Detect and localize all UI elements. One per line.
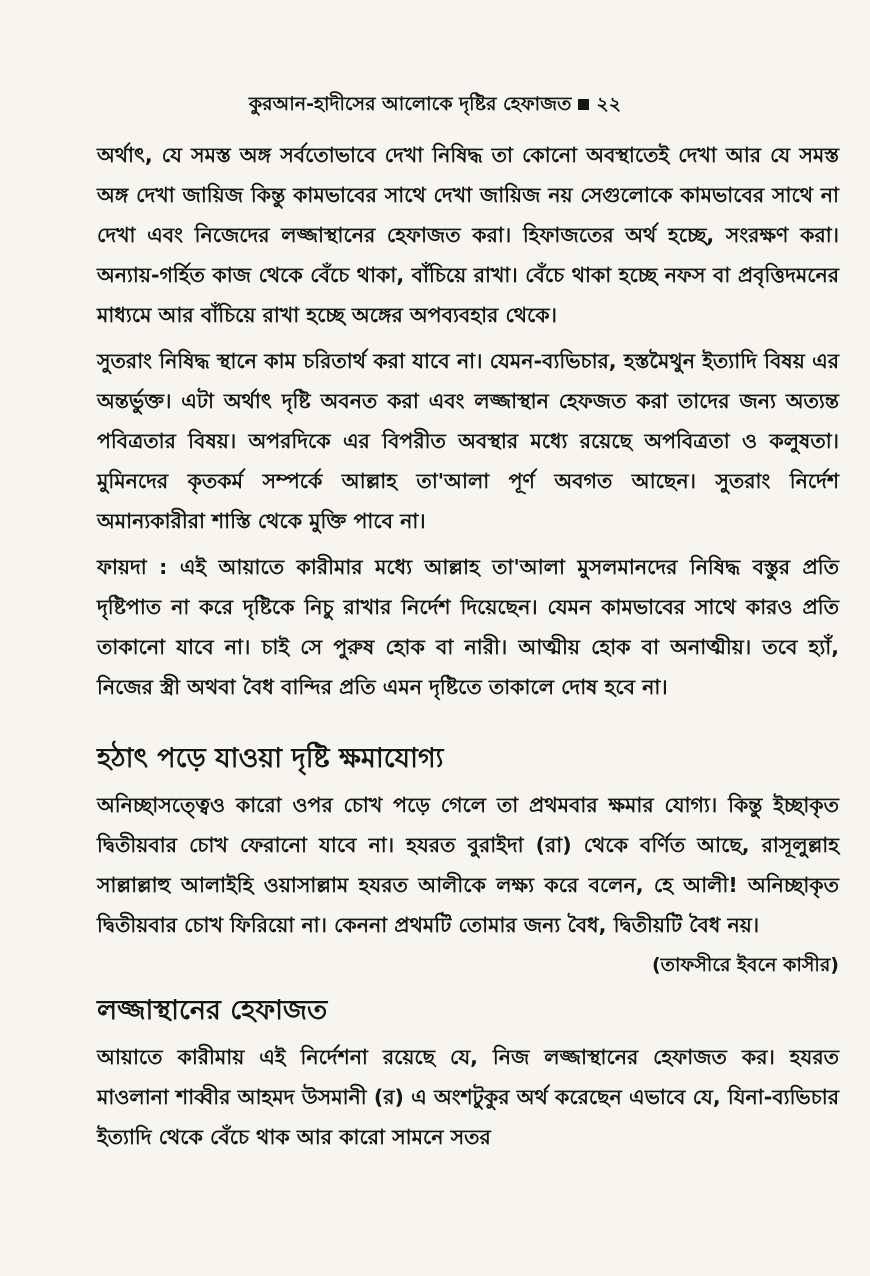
section1-paragraph: অনিচ্ছাসত্ত্বেও কারো ওপর চোখ পড়ে গেলে তা প্রথমবার ক্ষমার যোগ্য। কিন্তু ইচ্ছাকৃত দ্বিতীয়বার চোখ ফেরানো যাবে না। হযরত বুরাইদা (রা) থেকে বর্ণিত আছে, রাসূলুল্লাহ সাল্লাল্লাহু আলাইহি ওয়াসাল্লাম হযরত আলীকে লক্ষ্য করে বলেন, হে আলী! অনিচ্ছাকৃত দ্বিতীয়বার চোখ ফিরিয়ো না। কেননা প্রথমটি তোমার জন্য বৈধ, দ্বিতীয়টি বৈধ নয়। xyxy=(97,793,839,937)
body-text xyxy=(97,135,839,1157)
paragraph-1: অর্থাৎ, যে সমস্ত অঙ্গ সর্বতোভাবে দেখা নিষিদ্ধ তা কোনো অবস্থাতেই দেখা আর যে সমস্ত অঙ্গ দেখা জায়িজ কিন্তু কামভাবের সাথে দেখা জায়িজ নয় সেগুলোকে কামভাবের সাথে না দেখা এবং নিজেদের লজ্জাস্থানের হেফাজত করা। হিফাজতের অর্থ হচ্ছে, সংরক্ষণ করা। অন্যায়-গর্হিত কাজ থেকে বেঁচে থাকা, বাঁচিয়ে রাখা। বেঁচে থাকা হচ্ছে নফস বা প্রবৃত্তিদমনের মাধ্যমে আর বাঁচিয়ে রাখা হচ্ছে অঙ্গের অপব্যবহার থেকে। xyxy=(97,143,839,327)
running-header xyxy=(0,90,870,122)
faida-text: এই আয়াতে কারীমার মধ্যে আল্লাহ তা'আলা মুসলমানদের নিষিদ্ধ বস্তুর প্রতি দৃষ্টিপাত না করে দৃষ্টিকে নিচু রাখার নির্দেশ দিয়েছেন। যেমন কামভাবের সাথে কারও প্রতি তাকানো যাবে না। চাই সে পুরুষ হোক বা নারী। আত্মীয় হোক বা অনাত্মীয়। তবে হ্যাঁ, নিজের স্ত্রী অথবা বৈধ বান্দির প্রতি এমন দৃষ্টিতে তাকালে দোষ হবে না। xyxy=(97,555,840,699)
faida-paragraph xyxy=(97,547,839,707)
section2-paragraph: আয়াতে কারীমায় এই নির্দেশনা রয়েছে যে, নিজ লজ্জাস্থানের হেফাজত কর। হযরত মাওলানা শাব্বীর আহমদ উসমানী (র) এ অংশটুকুর অর্থ করেছেন এভাবে যে, যিনা-ব্যভিচার ইত্যাদি থেকে বেঁচে থাক আর কারো সামনে সতর xyxy=(97,1045,839,1149)
page-number: ২২ xyxy=(596,93,622,115)
section-heading-private-parts: লজ্জাস্থানের হেফাজত xyxy=(97,995,328,1026)
paragraph-2: সুতরাং নিষিদ্ধ স্থানে কাম চরিতার্থ করা যাবে না। যেমন-ব্যভিচার, হস্তমৈথুন ইত্যাদি বিষয় এর অন্তর্ভুক্ত। এটা অর্থাৎ দৃষ্টি অবনত করা এবং লজ্জাস্থান হেফজত করা তাদের জন্য অত্যন্ত পবিত্রতার বিষয়। অপরদিকে এর বিপরীত অবস্থার মধ্যে রয়েছে অপবিত্রতা ও কলুষতা। মুমিনদের কৃতকর্ম সম্পর্কে আল্লাহ তা'আলা পূর্ণ অবগত আছেন। সুতরাং নির্দেশ অমান্যকারীরা শাস্তি থেকে মুক্তি পাবে না। xyxy=(97,349,839,533)
faida-label: ফায়দা : xyxy=(97,555,168,579)
section-heading-accidental-glance: হঠাৎ পড়ে যাওয়া দৃষ্টি ক্ষমাযোগ্য xyxy=(97,743,444,774)
square-separator-icon xyxy=(578,99,589,110)
book-title: কুরআন-হাদীসের আলোকে দৃষ্টির হেফাজত xyxy=(248,93,572,115)
citation: (তাফসীরে ইবনে কাসীর) xyxy=(652,954,839,976)
